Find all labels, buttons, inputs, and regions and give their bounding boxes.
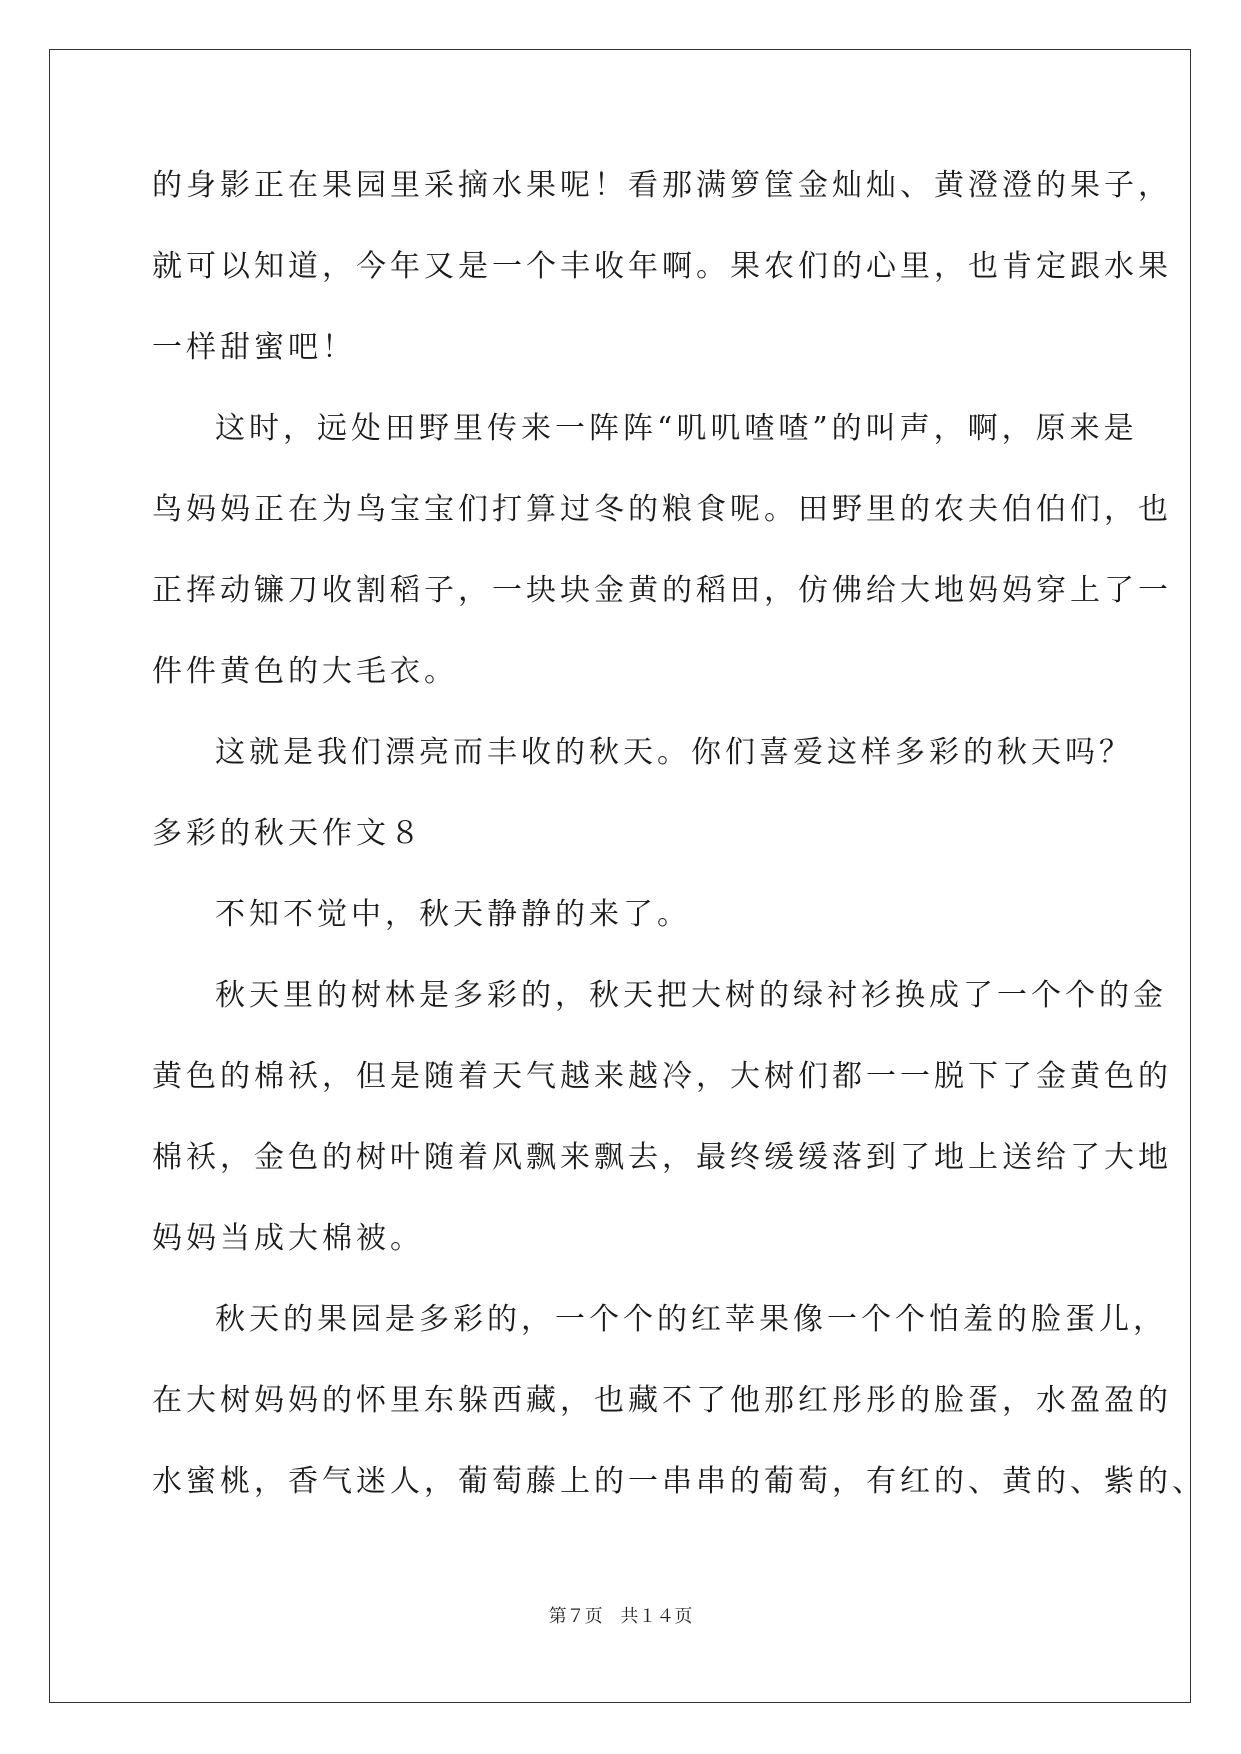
page-total: 共１４页 <box>620 1606 693 1627</box>
text-line: 黄色的棉袄，但是随着天气越来越冷，大树们都一一脱下了金黄色的 <box>152 1059 1172 1094</box>
document-body <box>152 160 1206 1537</box>
text-line: 棉袄，金色的树叶随着风飘来飘去，最终缓缓落到了地上送给了大地 <box>152 1140 1172 1175</box>
text-line: 秋天里的树林是多彩的，秋天把大树的绿衬衫换成了一个个的金 <box>215 978 1167 1013</box>
text-line: 在大树妈妈的怀里东躲西藏，也藏不了他那红彤彤的脸蛋，水盈盈的 <box>152 1383 1172 1418</box>
text-line: 就可以知道，今年又是一个丰收年啊。果农们的心里，也肯定跟水果 <box>152 249 1172 284</box>
text-line: 妈妈当成大棉被。 <box>152 1221 424 1256</box>
text-line: 秋天的果园是多彩的，一个个的红苹果像一个个怕羞的脸蛋儿， <box>215 1302 1167 1337</box>
text-line: 这时，远处田野里传来一阵阵“叽叽喳喳”的叫声，啊，原来是 <box>215 411 1138 446</box>
text-line: 件件黄色的大毛衣。 <box>152 654 458 689</box>
text-line: 正挥动镰刀收割稻子，一块块金黄的稻田，仿佛给大地妈妈穿上了一 <box>152 573 1172 608</box>
text-line: 的身影正在果园里采摘水果呢！看那满箩筐金灿灿、黄澄澄的果子， <box>152 168 1172 203</box>
section-heading: 多彩的秋天作文８ <box>152 816 424 851</box>
page-footer <box>0 1602 1241 1628</box>
text-line: 鸟妈妈正在为鸟宝宝们打算过冬的粮食呢。田野里的农夫伯伯们，也 <box>152 492 1172 527</box>
text-line: 一样甜蜜吧！ <box>152 330 356 365</box>
text-line: 这就是我们漂亮而丰收的秋天。你们喜爱这样多彩的秋天吗？ <box>215 735 1133 770</box>
text-line: 水蜜桃，香气迷人，葡萄藤上的一串串的葡萄，有红的、黄的、紫的、 <box>152 1464 1206 1499</box>
page-number: 第７页 <box>548 1606 603 1627</box>
text-line: 不知不觉中，秋天静静的来了。 <box>215 897 691 932</box>
